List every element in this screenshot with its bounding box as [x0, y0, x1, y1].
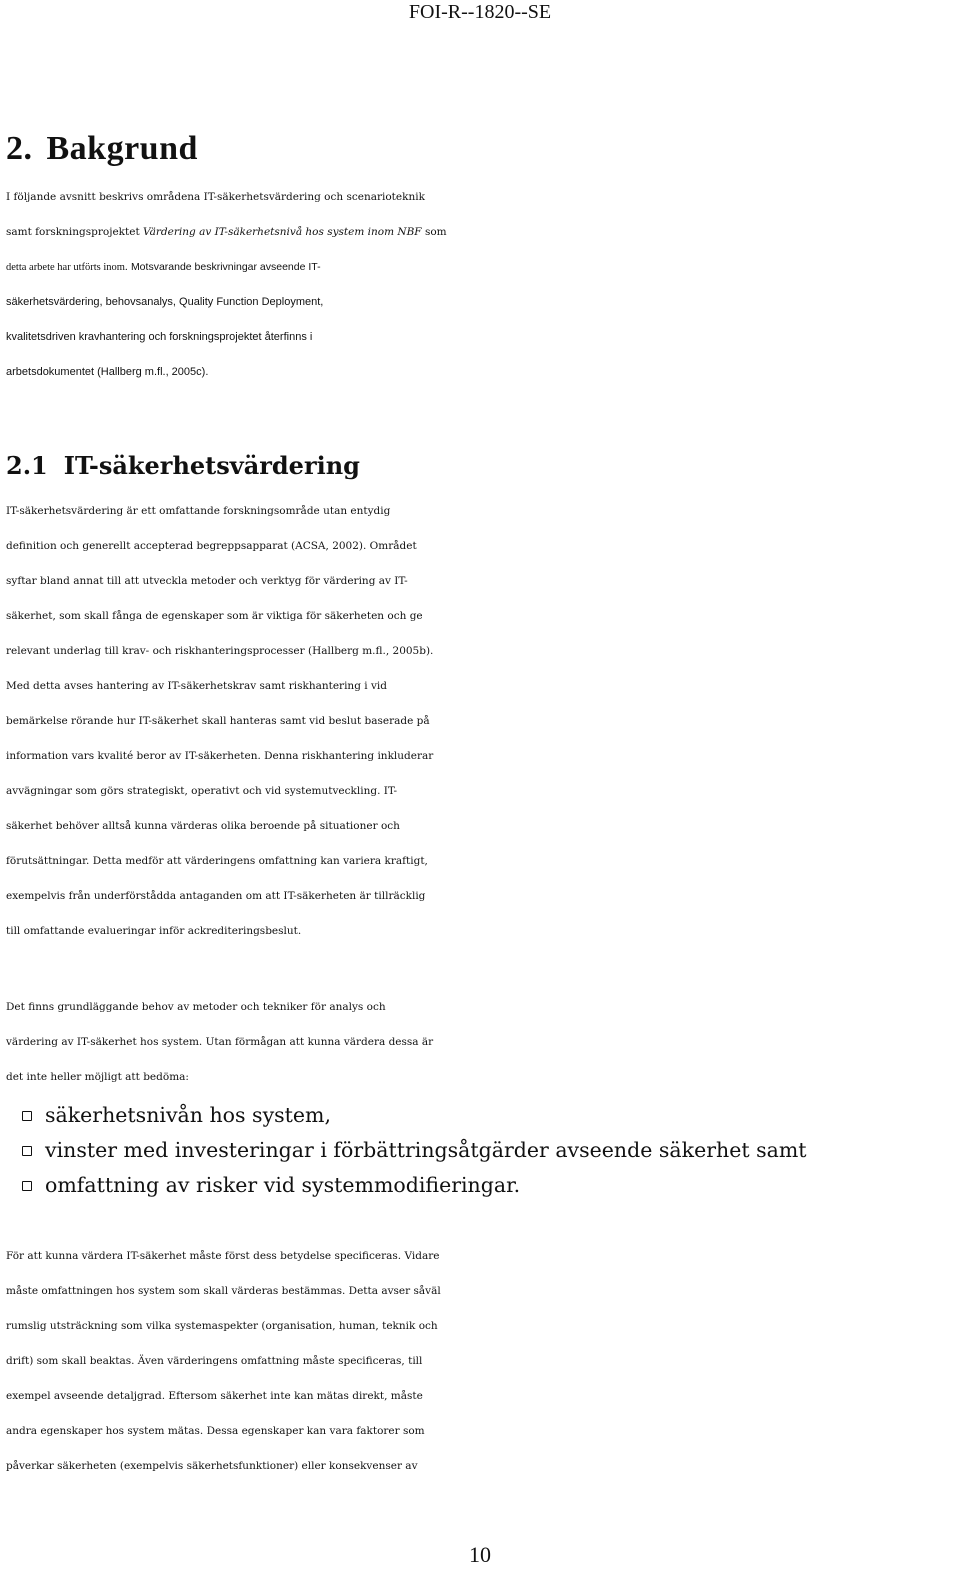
paragraph-2 — [6, 990, 946, 1095]
text-line: För att kunna värdera IT-säkerhet måste först dess betydelse specificeras. Vidare — [6, 1250, 440, 1262]
report-id-header: FOI-R--1820--SE — [408, 1, 552, 23]
paragraph-3 — [6, 1239, 946, 1484]
page-number: 10 — [469, 1542, 491, 1567]
text-line: IT-säkerhetsvärdering är ett omfattande forskningsområde utan entydig — [6, 505, 391, 517]
text-segment: som — [424, 226, 447, 238]
checkbox-bullet-icon — [22, 1146, 32, 1156]
text-line: påverkar säkerheten (exempelvis säkerhetsfunktioner) eller konsekvenser av — [6, 1460, 418, 1472]
text-line: säkerhet, som skall fånga de egenskaper som är viktiga för säkerheten och ge — [6, 610, 423, 622]
text-line — [6, 215, 946, 250]
text-line: bemärkelse rörande hur IT-säkerhet skall hanteras samt vid beslut baserade på — [6, 715, 430, 727]
text-line: exempel avseende detaljgrad. Eftersom säkerhet inte kan mätas direkt, måste — [6, 1390, 423, 1402]
text-line: det inte heller möjligt att bedöma: — [6, 1071, 189, 1083]
list-item-text: säkerhetsnivån hos system, — [45, 1103, 331, 1127]
checkbox-bullet-icon — [22, 1181, 32, 1191]
text-line: säkerhetsvärdering, behovsanalys, Quality Function Deployment, — [6, 296, 324, 308]
list-item-text: vinster med investeringar i förbättringsåtgärder avseende säkerhet samt — [45, 1138, 807, 1162]
intro-paragraph — [6, 180, 946, 390]
subsection-number: 2.1 — [6, 451, 48, 480]
text-line: kvalitetsdriven kravhantering och forskningsprojektet återfinns i — [6, 331, 313, 343]
text-line: måste omfattningen hos system som skall värderas bestämmas. Detta avser såväl — [6, 1285, 441, 1297]
text-segment: Motsvarande beskrivningar avseende IT- — [130, 261, 321, 273]
text-line: Med detta avses hantering av IT-säkerhetskrav samt riskhantering i vid — [6, 680, 387, 692]
text-line: säkerhet behöver alltså kunna värderas olika beroende på situationer och — [6, 820, 400, 832]
text-line: Det finns grundläggande behov av metoder och tekniker för analys och — [6, 1001, 386, 1013]
bullet-list — [20, 1098, 807, 1203]
section-number: 2. — [6, 130, 33, 167]
text-line — [6, 250, 946, 285]
text-line: rumslig utsträckning som vilka systemaspekter (organisation, human, teknik och — [6, 1320, 438, 1332]
project-title: Värdering av IT-säkerhetsnivå hos system inom NBF — [143, 226, 422, 238]
subsection-heading — [6, 451, 360, 480]
text-line: drift) som skall beaktas. Även värderingens omfattning måste specificeras, till — [6, 1355, 423, 1367]
text-line: arbetsdokumentet (Hallberg m.fl., 2005c). — [6, 366, 209, 378]
text-line: till omfattande evalueringar inför ackrediteringsbeslut. — [6, 925, 302, 937]
text-line: I följande avsnitt beskrivs områdena IT-säkerhetsvärdering och scenarioteknik — [6, 191, 425, 203]
paragraph-1 — [6, 494, 946, 949]
text-line: syftar bland annat till att utveckla metoder och verktyg för värdering av IT- — [6, 575, 408, 587]
text-line: definition och generellt accepterad begreppsapparat (ACSA, 2002). Området — [6, 540, 417, 552]
text-line: andra egenskaper hos system mätas. Dessa egenskaper kan vara faktorer som — [6, 1425, 425, 1437]
list-item — [20, 1168, 807, 1203]
text-line: förutsättningar. Detta medför att värderingens omfattning kan variera kraftigt, — [6, 855, 428, 867]
section-title: Bakgrund — [46, 130, 198, 167]
list-item — [20, 1098, 807, 1133]
text-line: avvägningar som görs strategiskt, operativt och vid systemutveckling. IT- — [6, 785, 398, 797]
text-line: information vars kvalité beror av IT-säkerheten. Denna riskhantering inkluderar — [6, 750, 434, 762]
section-heading — [6, 130, 198, 168]
text-line: exempelvis från underförstådda antaganden om att IT-säkerheten är tillräcklig — [6, 890, 426, 902]
list-item — [20, 1133, 807, 1168]
checkbox-bullet-icon — [22, 1111, 32, 1121]
list-item-text: omfattning av risker vid systemmodifieringar. — [45, 1173, 521, 1197]
subsection-title: IT-säkerhetsvärdering — [63, 451, 360, 480]
text-segment: detta arbete har utförts inom. — [6, 262, 128, 273]
text-segment: samt forskningsprojektet — [6, 226, 140, 238]
text-line: värdering av IT-säkerhet hos system. Utan förmågan att kunna värdera dessa är — [6, 1036, 434, 1048]
text-line: relevant underlag till krav- och riskhanteringsprocesser (Hallberg m.fl., 2005b). — [6, 645, 434, 657]
